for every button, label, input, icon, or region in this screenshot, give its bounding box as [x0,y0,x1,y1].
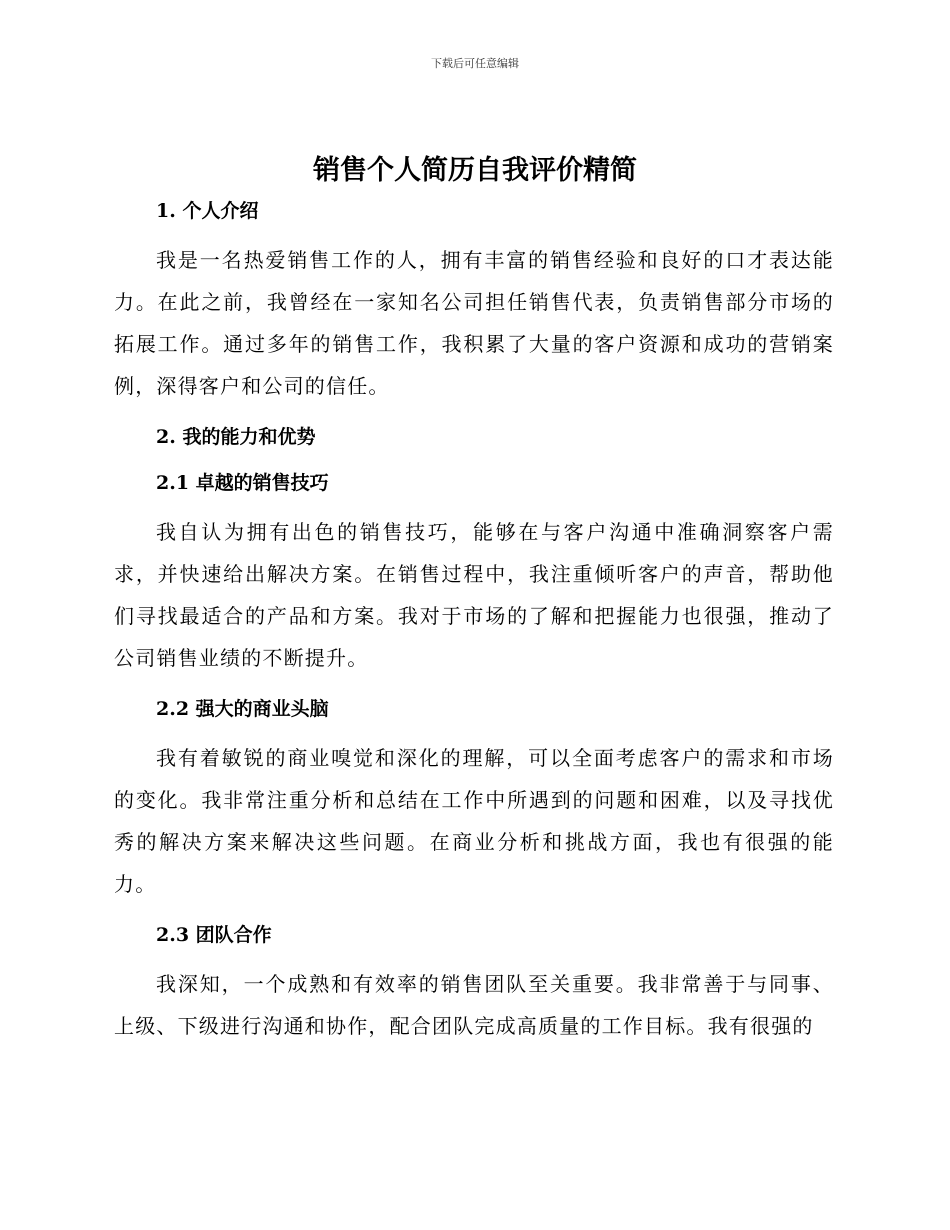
document-body [114,195,834,1047]
paragraph-teamwork: 我深知，一个成熟和有效率的销售团队至关重要。我非常善于与同事、上级、下级进行沟通和协作，配合团队完成高质量的工作目标。我有很强的 [114,972,834,1038]
document-title: 销售个人简历自我评价精简 [313,155,637,186]
section-heading-business-mind: 2.2 强大的商业头脑 [156,698,329,720]
section-heading-teamwork: 2.3 团队合作 [156,924,272,946]
paragraph-sales-skills: 我自认为拥有出色的销售技巧，能够在与客户沟通中准确洞察客户需求，并快速给出解决方案。在销售过程中，我注重倾听客户的声音，帮助他们寻找最适合的产品和方案。我对于市场的了解和把握能力也很强，推动了公司销售业绩的不断提升。 [114,520,834,670]
section-heading-sales-skills: 2.1 卓越的销售技巧 [156,472,329,494]
section-heading-personal-intro: 1. 个人介绍 [156,200,259,222]
section-heading-abilities: 2. 我的能力和优势 [156,426,316,448]
paragraph-personal-intro: 我是一名热爱销售工作的人，拥有丰富的销售经验和良好的口才表达能力。在此之前，我曾经在一家知名公司担任销售代表，负责销售部分市场的拓展工作。通过多年的销售工作，我积累了大量的客户资源和成功的营销案例，深得客户和公司的信任。 [114,248,834,398]
header-note: 下载后可任意编辑 [431,57,519,70]
paragraph-business-mind: 我有着敏锐的商业嗅觉和深化的理解，可以全面考虑客户的需求和市场的变化。我非常注重分析和总结在工作中所遇到的问题和困难，以及寻找优秀的解决方案来解决这些问题。在商业分析和挑战方面，我也有很强的能力。 [114,746,834,896]
